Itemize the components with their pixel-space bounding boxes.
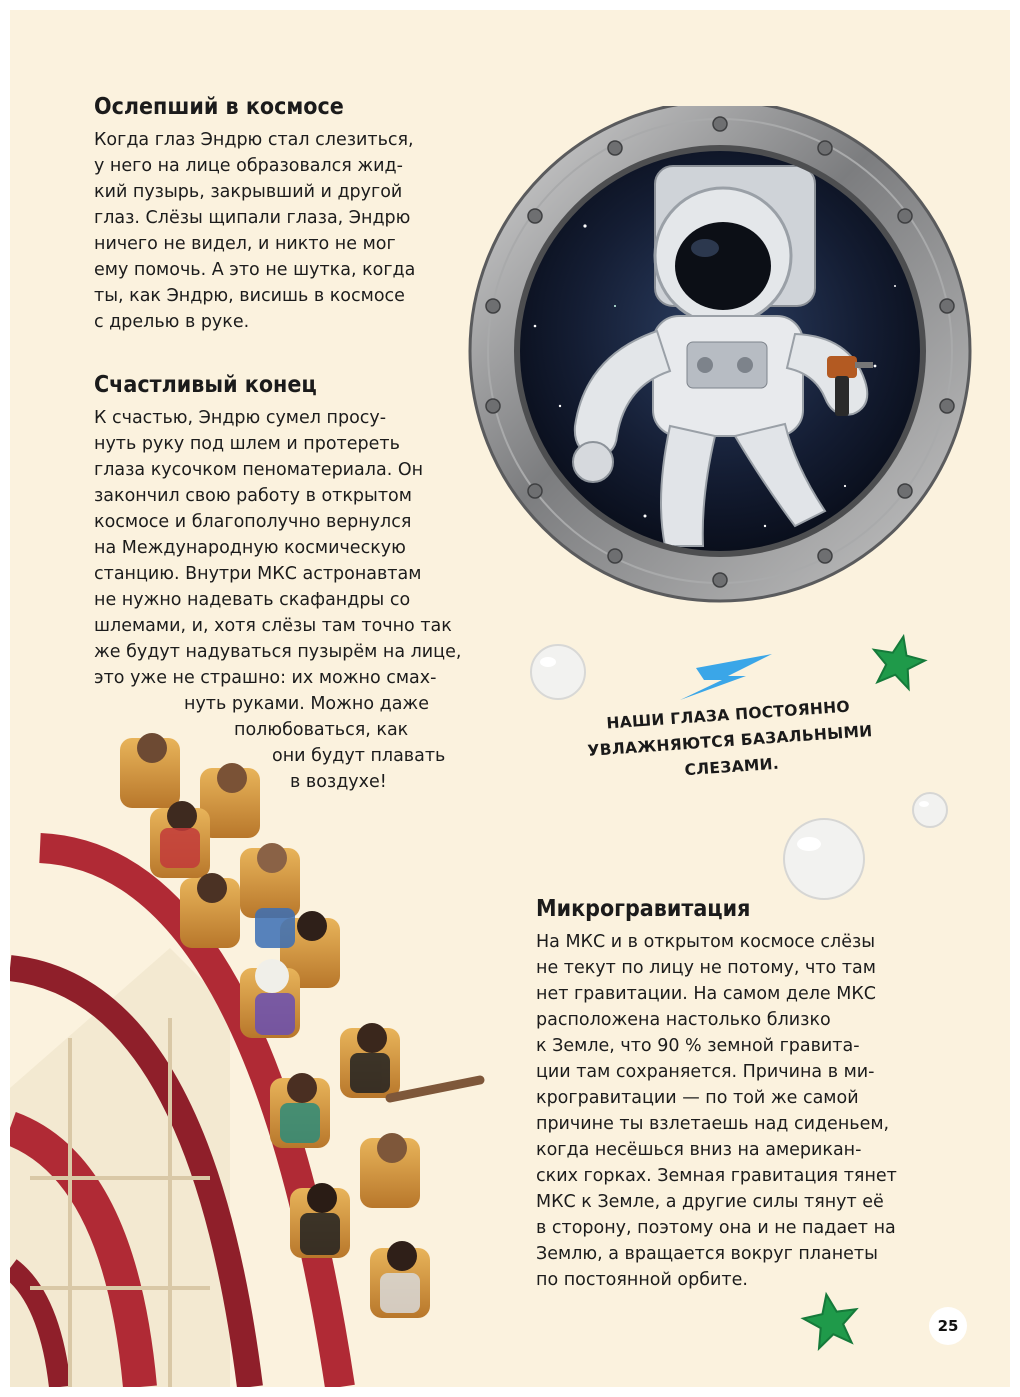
paragraph-line: шлемами, и, хотя слёзы там точно так bbox=[94, 616, 452, 636]
paragraph-line: закончил свою работу в открытом bbox=[94, 486, 412, 506]
paragraph-line: полюбоваться, как bbox=[234, 720, 409, 740]
paragraph-line: причине ты взлетаешь над сиденьем, bbox=[536, 1114, 890, 1134]
paragraph-line: когда несёшься вниз на американ- bbox=[536, 1140, 862, 1160]
paragraph-line: по постоянной орбите. bbox=[536, 1270, 748, 1290]
paragraph-line: к Земле, что 90 % земной гравита- bbox=[536, 1036, 860, 1056]
paragraph-line: станцию. Внутри МКС астронавтам bbox=[94, 564, 422, 584]
callout-line: СЛЕЗАМИ. bbox=[684, 754, 780, 780]
paragraph-line: кий пузырь, закрывший и другой bbox=[94, 182, 403, 202]
paragraph-line: расположена настолько близко bbox=[536, 1010, 831, 1030]
paragraph-line: ты, как Эндрю, висишь в космосе bbox=[94, 286, 405, 306]
astronaut-porthole-illustration bbox=[465, 106, 975, 616]
paragraph-line: Землю, а вращается вокруг планеты bbox=[536, 1244, 878, 1264]
paragraph-line: крогравитации — по той же самой bbox=[536, 1088, 859, 1108]
paragraph-line: глаз. Слёзы щипали глаза, Эндрю bbox=[94, 208, 411, 228]
paragraph-line: у него на лице образовался жид- bbox=[94, 156, 403, 176]
paragraph-line: К счастью, Эндрю сумел просу- bbox=[94, 408, 387, 428]
paragraph-line: не нужно надевать скафандры со bbox=[94, 590, 411, 610]
paragraph-line: глаза кусочком пеноматериала. Он bbox=[94, 460, 424, 480]
paragraph-line: на Международную космическую bbox=[94, 538, 406, 558]
paragraph-line: нуть руками. Можно даже bbox=[184, 694, 429, 714]
heading-microgravity: Микрогравитация bbox=[536, 896, 751, 922]
paragraph-line: в воздухе! bbox=[290, 772, 387, 792]
roller-coaster-illustration bbox=[10, 708, 500, 1387]
bubble-decoration bbox=[528, 642, 588, 702]
paragraph-line: Когда глаз Эндрю стал слезиться, bbox=[94, 130, 414, 150]
star-decoration bbox=[868, 632, 928, 692]
paragraph-line: нет гравитации. На самом деле МКС bbox=[536, 984, 876, 1004]
paragraph-line: ему помочь. А это не шутка, когда bbox=[94, 260, 416, 280]
callout-line: УВЛАЖНЯЮТСЯ БАЗАЛЬНЫМИ bbox=[586, 722, 874, 760]
heading-happy-end: Счастливый конец bbox=[94, 372, 317, 398]
paragraph-line: они будут плавать bbox=[272, 746, 446, 766]
paragraph-line: в сторону, поэтому она и не падает на bbox=[536, 1218, 896, 1238]
lightning-icon bbox=[676, 650, 776, 702]
paragraph-line: космосе и благополучно вернулся bbox=[94, 512, 412, 532]
heading-blind-in-space: Ослепший в космосе bbox=[94, 94, 344, 120]
paragraph-line: же будут надуваться пузырём на лице, bbox=[94, 642, 462, 662]
paragraph-line: ских горках. Земная гравитация тянет bbox=[536, 1166, 897, 1186]
page-number: 25 bbox=[929, 1307, 967, 1345]
paragraph-blind-in-space bbox=[94, 127, 415, 335]
callout-line: НАШИ ГЛАЗА ПОСТОЯННО bbox=[605, 697, 851, 733]
bubble-decoration bbox=[910, 790, 950, 830]
book-page bbox=[10, 10, 1010, 1387]
paragraph-line: это уже не страшно: их можно смах- bbox=[94, 668, 437, 688]
paragraph-line: ции там сохраняется. Причина в ми- bbox=[536, 1062, 875, 1082]
star-decoration bbox=[800, 1290, 862, 1352]
paragraph-line: нуть руку под шлем и протереть bbox=[94, 434, 400, 454]
fact-callout bbox=[568, 691, 893, 791]
paragraph-line: не текут по лицу не потому, что там bbox=[536, 958, 876, 978]
paragraph-line: МКС к Земле, а другие силы тянут её bbox=[536, 1192, 884, 1212]
paragraph-line: ничего не видел, и никто не мог bbox=[94, 234, 396, 254]
bubble-decoration bbox=[781, 816, 867, 902]
paragraph-line: с дрелью в руке. bbox=[94, 312, 250, 332]
paragraph-line: На МКС и в открытом космосе слёзы bbox=[536, 932, 876, 952]
paragraph-microgravity bbox=[536, 929, 897, 1293]
